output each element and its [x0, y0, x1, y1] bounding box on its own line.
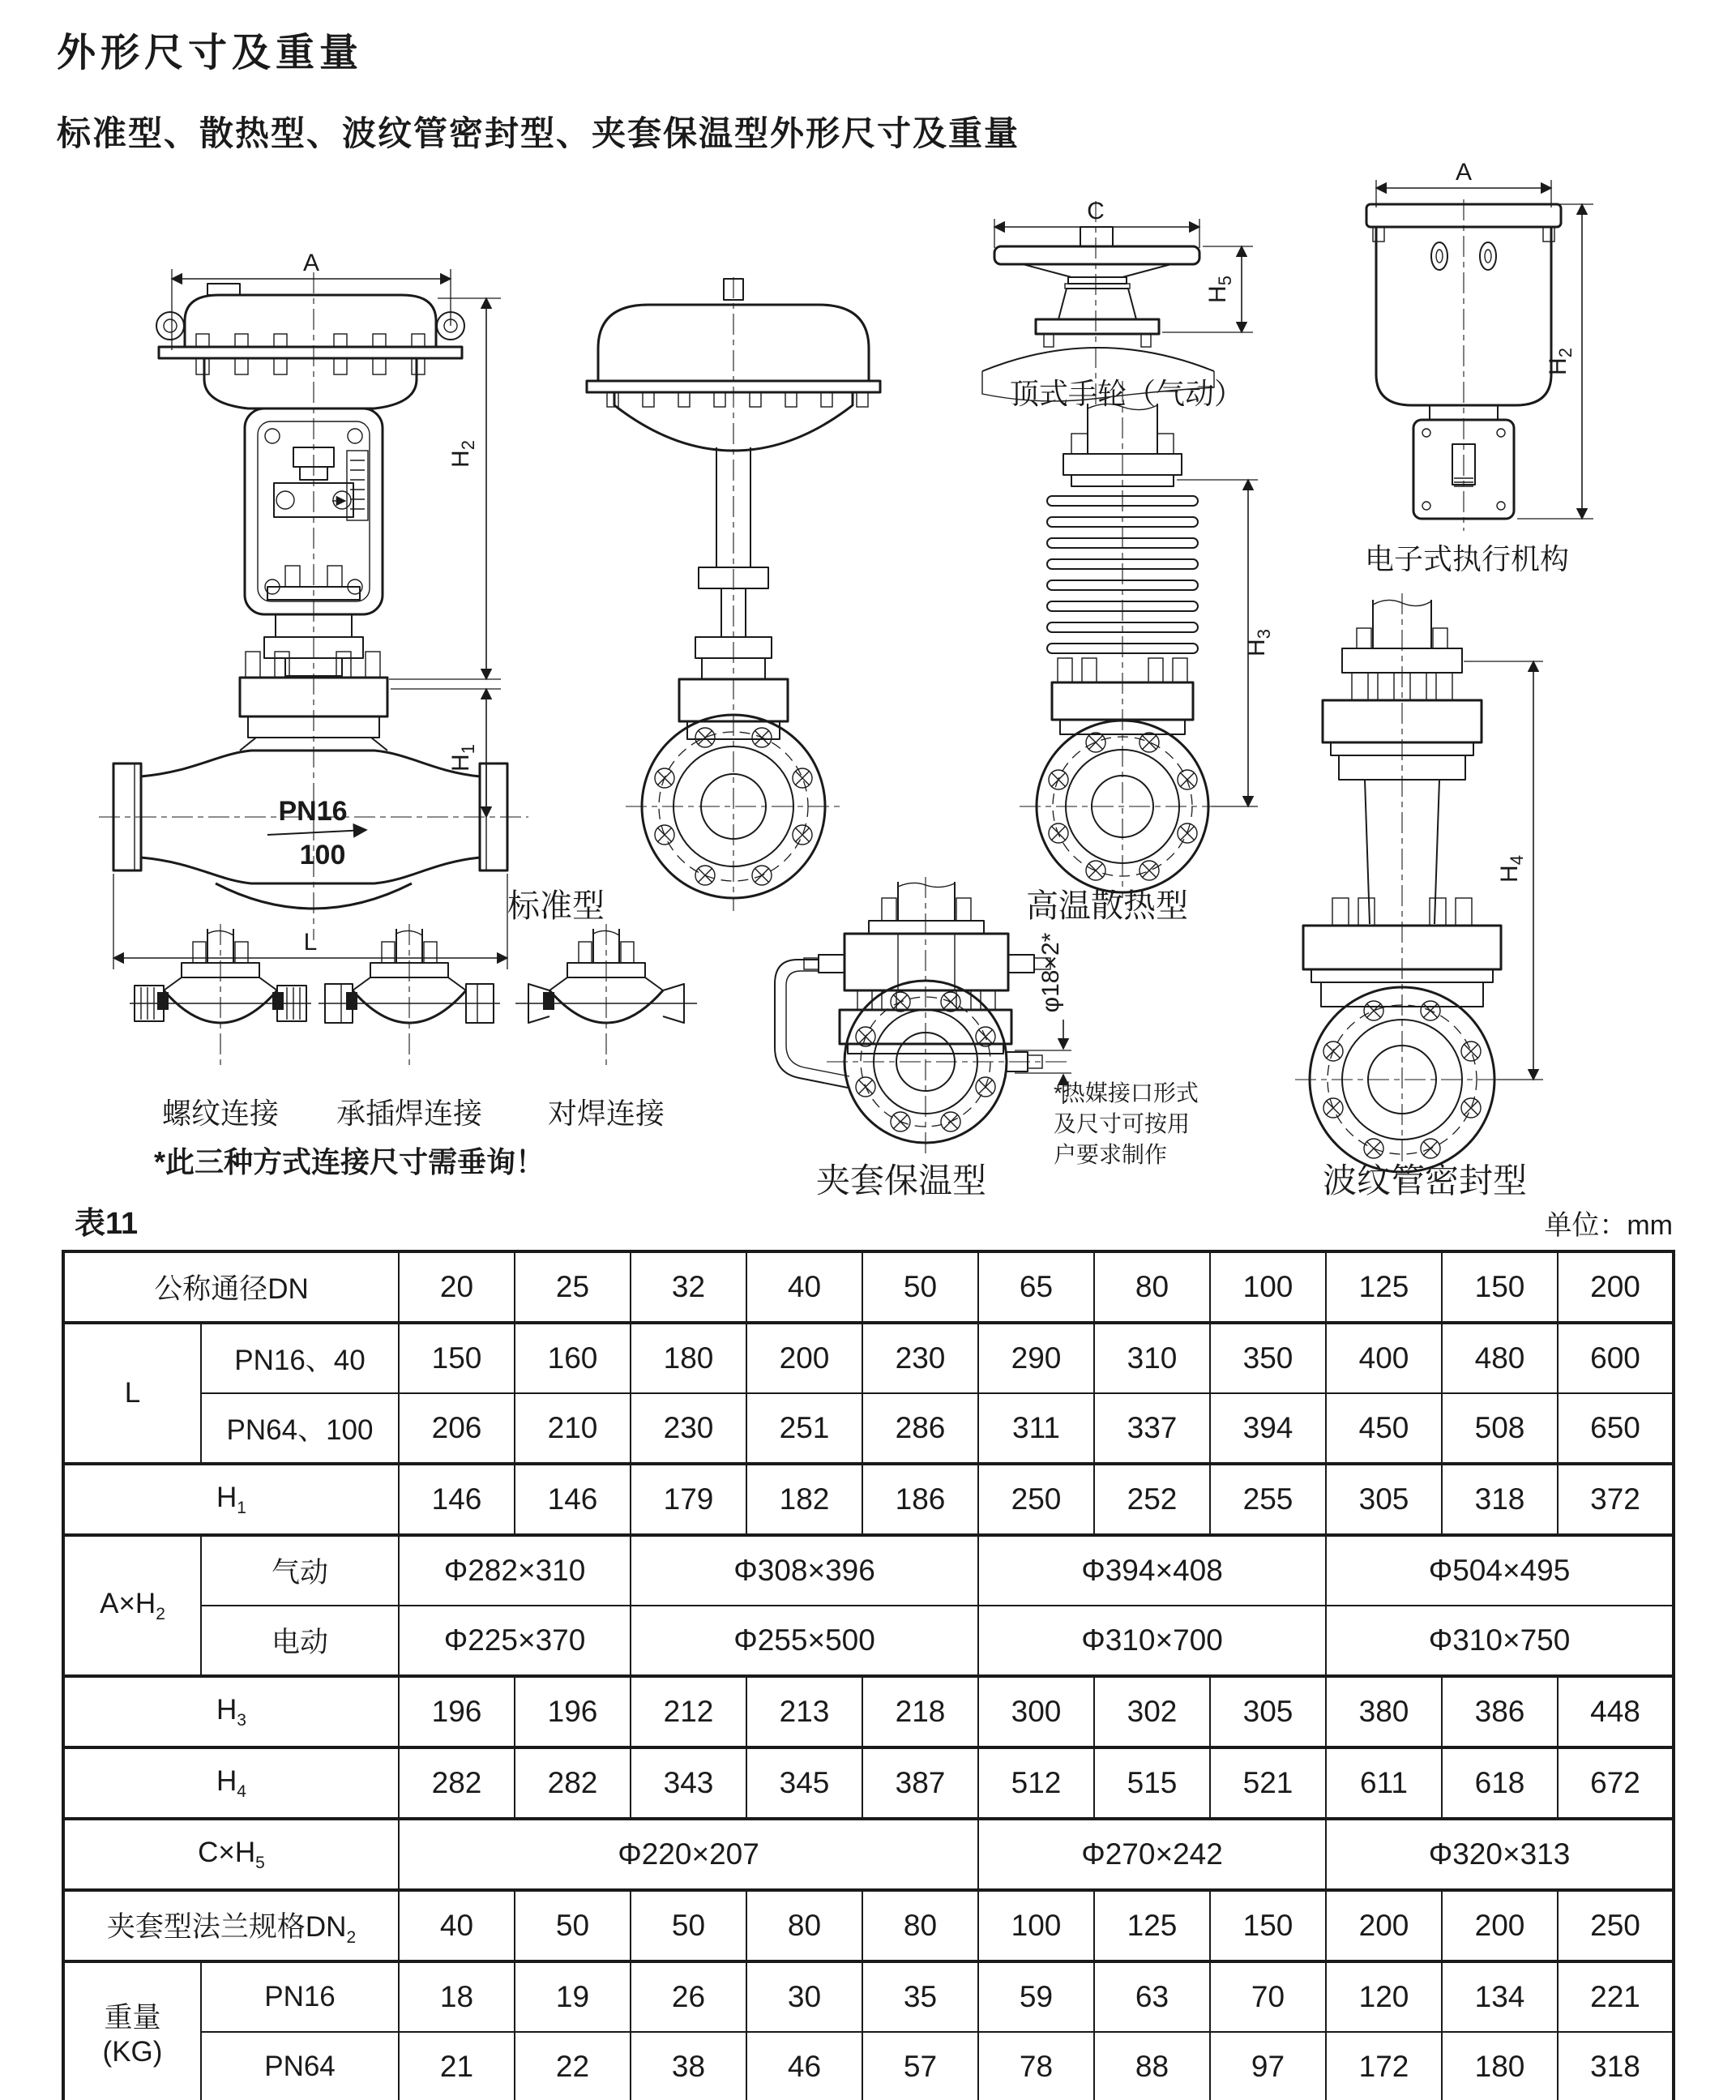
caption-radiator-type: 高温散热型 [1026, 888, 1188, 924]
cell: 80 [862, 1890, 978, 1961]
cell: Φ255×500 [631, 1606, 978, 1676]
cell: 150 [399, 1323, 515, 1393]
jacket-note-line1: *热媒接口形式 [1054, 1080, 1199, 1106]
cell: Φ308×396 [631, 1535, 978, 1606]
dn-value: 32 [631, 1251, 746, 1323]
cell: Φ310×750 [1326, 1606, 1674, 1676]
dn-header: 公称通径DN [63, 1251, 399, 1323]
cell: Φ394×408 [978, 1535, 1326, 1606]
cell: 521 [1210, 1747, 1326, 1819]
cell: 251 [746, 1393, 862, 1464]
cell: 172 [1326, 2032, 1442, 2100]
caption-top-handwheel: 顶式手轮（气动） [1009, 377, 1244, 410]
weight-pn64-label: PN64 [201, 2032, 399, 2100]
caption-electronic-actuator: 电子式执行机构 [1364, 542, 1570, 575]
caption-butt-weld-connection: 对焊连接 [547, 1097, 665, 1130]
cell: 22 [515, 2032, 631, 2100]
cell: 400 [1326, 1323, 1442, 1393]
cell: 600 [1558, 1323, 1674, 1393]
cell: 252 [1094, 1464, 1210, 1535]
cell: 387 [862, 1747, 978, 1819]
cell: Φ282×310 [399, 1535, 631, 1606]
cell: 146 [515, 1464, 631, 1535]
dn-value: 80 [1094, 1251, 1210, 1323]
caption-threaded-connection: 螺纹连接 [161, 1097, 280, 1130]
body-marking-dn: 100 [299, 840, 346, 870]
cell: 186 [862, 1464, 978, 1535]
cell: 88 [1094, 2032, 1210, 2100]
cell: 230 [631, 1393, 746, 1464]
jacket-note [1054, 1078, 1199, 1170]
page-title: 外形尺寸及重量 [57, 32, 364, 75]
drawing-socket-weld-connection [319, 924, 500, 1068]
cell: 300 [978, 1676, 1094, 1747]
cell: 150 [1210, 1890, 1326, 1961]
cell: 345 [746, 1747, 862, 1819]
l-pn16-40-label: PN16、40 [201, 1323, 399, 1393]
dim-c-label: C [1087, 198, 1105, 225]
cell: 221 [1558, 1961, 1674, 2032]
dim-l-label: L [303, 929, 318, 956]
cell: 618 [1442, 1747, 1558, 1819]
row-h4 [63, 1747, 1674, 1819]
cxh5-label: $C\times H_5$ [63, 1819, 399, 1890]
row-weight-pn16 [63, 1961, 1674, 2032]
cell: 515 [1094, 1747, 1210, 1819]
cell: 196 [515, 1676, 631, 1747]
cell: 350 [1210, 1323, 1326, 1393]
cell: 26 [631, 1961, 746, 2032]
caption-jacket-type: 夹套保温型 [815, 1161, 987, 1200]
cell: 46 [746, 2032, 862, 2100]
cell: 120 [1326, 1961, 1442, 2032]
cell: 282 [399, 1747, 515, 1819]
h3-label: $H_3$ [63, 1676, 399, 1747]
cell: 57 [862, 2032, 978, 2100]
cell: 212 [631, 1676, 746, 1747]
caption-bellows-type: 波纹管密封型 [1322, 1161, 1528, 1200]
cell: 200 [746, 1323, 862, 1393]
cell: Φ220×207 [399, 1819, 978, 1890]
cell: 38 [631, 2032, 746, 2100]
dn-value: 200 [1558, 1251, 1674, 1323]
row-h3 [63, 1676, 1674, 1747]
caption-standard-type: 标准型 [507, 888, 605, 924]
cell: 78 [978, 2032, 1094, 2100]
cell: 250 [978, 1464, 1094, 1535]
cell: 311 [978, 1393, 1094, 1464]
cell: 97 [1210, 2032, 1326, 2100]
cell: 290 [978, 1323, 1094, 1393]
cell: 50 [631, 1890, 746, 1961]
cell: Φ310×700 [978, 1606, 1326, 1676]
drawing-standard-valve [99, 250, 528, 969]
cell: 305 [1326, 1464, 1442, 1535]
connection-note: *此三种方式连接尺寸需垂询！ [154, 1145, 545, 1178]
dim-a2-label: A [1455, 159, 1473, 186]
cell: 250 [1558, 1890, 1674, 1961]
row-l-pn16-40 [63, 1323, 1674, 1393]
drawing-threaded-connection [130, 924, 311, 1068]
row-cxh5 [63, 1819, 1674, 1890]
drawing-butt-weld-connection [515, 924, 697, 1068]
cell: 179 [631, 1464, 746, 1535]
cell: 448 [1558, 1676, 1674, 1747]
dim-h2-label: $H_2$ [447, 440, 478, 468]
cell: 125 [1094, 1890, 1210, 1961]
cell: 218 [862, 1676, 978, 1747]
dim-port-label: φ18×2* [1037, 932, 1064, 1013]
cell: 100 [978, 1890, 1094, 1961]
cell: Φ225×370 [399, 1606, 631, 1676]
cell: 70 [1210, 1961, 1326, 2032]
dim-h4-label: $H_4$ [1496, 855, 1527, 883]
cell: 343 [631, 1747, 746, 1819]
drawing-electronic-actuator [1366, 159, 1593, 531]
cell: 18 [399, 1961, 515, 2032]
jacket-note-line3: 户要求制作 [1054, 1142, 1168, 1167]
cell: 200 [1442, 1890, 1558, 1961]
cell: 146 [399, 1464, 515, 1535]
cell: 480 [1442, 1323, 1558, 1393]
cell: 286 [862, 1393, 978, 1464]
cell: 282 [515, 1747, 631, 1819]
table-caption: 表11 [75, 1207, 139, 1241]
cell: 508 [1442, 1393, 1558, 1464]
cell: 206 [399, 1393, 515, 1464]
row-axh2-pneumatic [63, 1535, 1674, 1606]
page-subtitle: 标准型、散热型、波纹管密封型、夹套保温型外形尺寸及重量 [57, 114, 1020, 152]
row-axh2-electric [63, 1606, 1674, 1676]
cell: 160 [515, 1323, 631, 1393]
weight-group-label: 重量 (KG) [63, 1961, 201, 2100]
h1-label: $H_1$ [63, 1464, 399, 1535]
cell: Φ270×242 [978, 1819, 1326, 1890]
cell: 180 [1442, 2032, 1558, 2100]
cell: 230 [862, 1323, 978, 1393]
l-pn64-100-label: PN64、100 [201, 1393, 399, 1464]
cell: 80 [746, 1890, 862, 1961]
cell: 372 [1558, 1464, 1674, 1535]
cell: 210 [515, 1393, 631, 1464]
dn-value: 150 [1442, 1251, 1558, 1323]
cell: 255 [1210, 1464, 1326, 1535]
cell: 180 [631, 1323, 746, 1393]
cell: 310 [1094, 1323, 1210, 1393]
cell: 386 [1442, 1676, 1558, 1747]
cell: Φ320×313 [1326, 1819, 1674, 1890]
cell: 650 [1558, 1393, 1674, 1464]
cell: 21 [399, 2032, 515, 2100]
cell: 672 [1558, 1747, 1674, 1819]
axh2-group-label: $A\times H_2$ [63, 1535, 201, 1676]
dn2-label: 夹套型法兰规格$DN_2$ [63, 1890, 399, 1961]
cell: 63 [1094, 1961, 1210, 2032]
row-dn2 [63, 1890, 1674, 1961]
unit-label: 单位：mm [1544, 1210, 1673, 1241]
row-l-pn64-100 [63, 1393, 1674, 1464]
caption-socket-weld-connection: 承插焊连接 [336, 1097, 483, 1130]
weight-pn16-label: PN16 [201, 1961, 399, 2032]
cell: 30 [746, 1961, 862, 2032]
jacket-note-line2: 及尺寸可按用 [1054, 1111, 1191, 1136]
h4-label: $H_4$ [63, 1747, 399, 1819]
cell: 196 [399, 1676, 515, 1747]
cell: 302 [1094, 1676, 1210, 1747]
axh2-electric-label: 电动 [201, 1606, 399, 1676]
axh2-pneumatic-label: 气动 [201, 1535, 399, 1606]
dn-value: 20 [399, 1251, 515, 1323]
cell: 200 [1326, 1890, 1442, 1961]
cell: 305 [1210, 1676, 1326, 1747]
dimensions-table [62, 1250, 1675, 2100]
dn-value: 100 [1210, 1251, 1326, 1323]
cell: 213 [746, 1676, 862, 1747]
cell: 35 [862, 1961, 978, 2032]
dim-a-label: A [302, 250, 320, 276]
row-weight-pn64 [63, 2032, 1674, 2100]
row-dn [63, 1251, 1674, 1323]
cell: 182 [746, 1464, 862, 1535]
dn-value: 40 [746, 1251, 862, 1323]
cell: 450 [1326, 1393, 1442, 1464]
dim-h5-label: $H_5$ [1204, 276, 1235, 303]
cell: 380 [1326, 1676, 1442, 1747]
dim-h3-label: $H_3$ [1243, 629, 1274, 657]
dn-value: 50 [862, 1251, 978, 1323]
row-h1 [63, 1464, 1674, 1535]
cell: 40 [399, 1890, 515, 1961]
cell: Φ504×495 [1326, 1535, 1674, 1606]
cell: 19 [515, 1961, 631, 2032]
cell: 512 [978, 1747, 1094, 1819]
body-marking-pn: PN16 [278, 796, 348, 827]
dn-value: 25 [515, 1251, 631, 1323]
drawing-radiator-type [1020, 381, 1274, 898]
dn-value: 65 [978, 1251, 1094, 1323]
dim-h1-label: $H_1$ [447, 744, 478, 772]
cell: 318 [1558, 2032, 1674, 2100]
cell: 337 [1094, 1393, 1210, 1464]
cell: 318 [1442, 1464, 1558, 1535]
l-group-label: L [63, 1323, 201, 1464]
cell: 394 [1210, 1393, 1326, 1464]
cell: 134 [1442, 1961, 1558, 2032]
dn-value: 125 [1326, 1251, 1442, 1323]
drawing-standard-valve-side [587, 277, 880, 911]
cell: 50 [515, 1890, 631, 1961]
drawing-bellows-type [1295, 593, 1543, 1185]
dim-h2b-label: $H_2$ [1545, 348, 1576, 375]
cell: 611 [1326, 1747, 1442, 1819]
cell: 59 [978, 1961, 1094, 2032]
